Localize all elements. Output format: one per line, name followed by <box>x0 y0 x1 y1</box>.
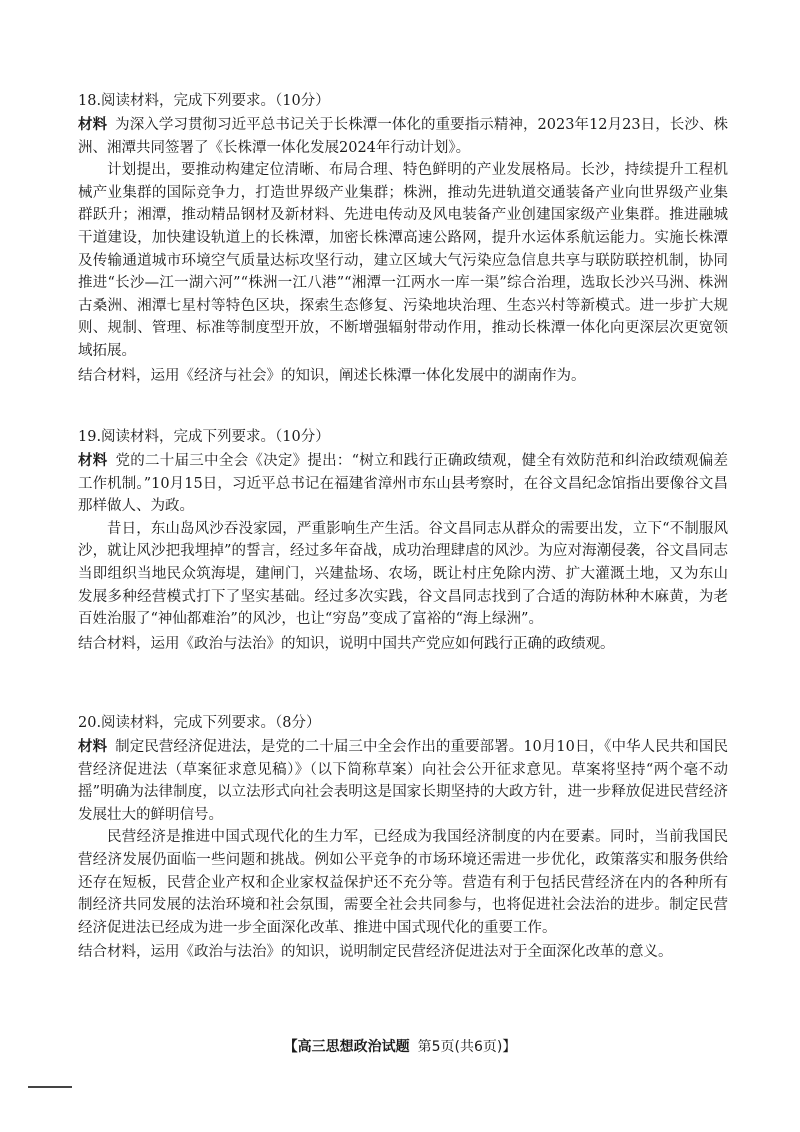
material-label: 材料 <box>78 452 108 469</box>
question-19-paragraph-1: 党的二十届三中全会《决定》提出：“树立和践行正确政绩观，健全有效防范和纠治政绩观偏差工作机制。”10月15日，习近平总书记在福建省漳州市东山县考察时，在谷文昌纪念馆指出要像谷文昌那样做人、为政。 <box>78 453 728 515</box>
question-19 <box>78 426 728 655</box>
question-18-paragraph-1: 为深入学习贯彻习近平总书记关于长株潭一体化的重要指示精神，2023年12月23日，长沙、株洲、湘潭共同签署了《长株潭一体化发展2024年行动计划》。 <box>78 117 728 156</box>
material-label: 材料 <box>78 738 108 755</box>
footer-title: 【高三思想政治试题 <box>283 1039 410 1055</box>
question-20-material <box>78 736 728 826</box>
question-20-requirement: 结合材料，运用《政治与法治》的知识，说明制定民营经济促进法对于全面深化改革的意义。 <box>78 944 673 961</box>
question-19-title: 19.阅读材料，完成下列要求。（10分） <box>78 429 330 445</box>
question-19-material <box>78 450 728 518</box>
page-footer <box>0 1036 800 1056</box>
question-18-material <box>78 114 728 159</box>
question-20 <box>78 712 728 964</box>
question-18-title: 18.阅读材料，完成下列要求。（10分） <box>78 93 330 109</box>
question-18-paragraph-2: 计划提出，要推动构建定位清晰、布局合理、特色鲜明的产业发展格局。长沙，持续提升工程机械产业集群的国际竞争力，打造世界级产业集群；株洲，推动先进轨道交通装备产业向世界级产业集群跃升；湘潭，推动精品钢材及新材料、先进电传动及风电装备产业创建国家级产业集群。推进融城干道建设，加快建设轨道上的长株潭，加密长株潭高速公路网，提升水运体系航运能力。实施长株潭及传输通道城市环境空气质量达标攻坚行动，建立区域大气污染应急信息共享与联防联控机制，协同推进“长沙—江一湖六河”“株洲一江八港”“湘潭一江两水一库一渠”综合治理，选取长沙兴马洲、株洲古桑洲、湘潭七星村等特色区块，探索生态修复、污染地块治理、生态兴村等新模式。进一步扩大规则、规制、管理、标准等制度型开放，不断增强辐射带动作用，推动长株潭一体化向更深层次更宽领域拓展。 <box>78 162 728 359</box>
question-20-paragraph-2: 民营经济是推进中国式现代化的生力军，已经成为我国经济制度的内在要素。同时，当前我国民营经济发展仍面临一些问题和挑战。例如公平竞争的市场环境还需进一步优化，政策落实和服务供给还存在短板，民营企业产权和企业家权益保护还不充分等。营造有利于包括民营经济在内的各种所有制经济共同发展的法治环境和社会氛围，需要全社会共同参与，也将促进社会法治的进步。制定民营经济促进法已经成为进一步全面深化改革、推进中国式现代化的重要工作。 <box>78 829 728 936</box>
question-20-paragraph-1: 制定民营经济促进法，是党的二十届三中全会作出的重要部署。10月10日，《中华人民共和国民营经济促进法（草案征求意见稿）》（以下简称草案）向社会公开征求意见。草案将坚持“两个毫不动摇”明确为法律制度，以立法形式向社会表明这是国家长期坚持的大政方针，进一步释放促进民营经济发展壮大的鲜明信号。 <box>78 739 728 823</box>
question-19-requirement: 结合材料，运用《政治与法治》的知识，说明中国共产党应如何践行正确的政绩观。 <box>78 635 615 652</box>
material-label: 材料 <box>78 116 108 133</box>
question-19-paragraph-2: 昔日，东山岛风沙吞没家园，严重影响生产生活。谷文昌同志从群众的需要出发，立下“不制服风沙，就让风沙把我埋掉”的誓言，经过多年奋战，成功治理肆虐的风沙。为应对海潮侵袭，谷文昌同志当即组织当地民众筑海堤，建闸门，兴建盐场、农场，既让村庄免除内涝、扩大灌溉土地，又为东山发展多种经营模式打下了坚实基础。经过多次实践，谷文昌同志找到了合适的海防林种木麻黄，为老百姓治服了“神仙都难治”的风沙，也让“穷岛”变成了富裕的“海上绿洲”。 <box>78 520 728 628</box>
question-20-title: 20.阅读材料，完成下列要求。（8分） <box>78 715 321 731</box>
scan-mark <box>28 1086 72 1088</box>
question-18 <box>78 90 728 387</box>
question-18-requirement: 结合材料，运用《经济与社会》的知识，阐述长株潭一体化发展中的湖南作为。 <box>78 367 586 384</box>
footer-page-number: 第5页(共6页)】 <box>417 1039 517 1055</box>
